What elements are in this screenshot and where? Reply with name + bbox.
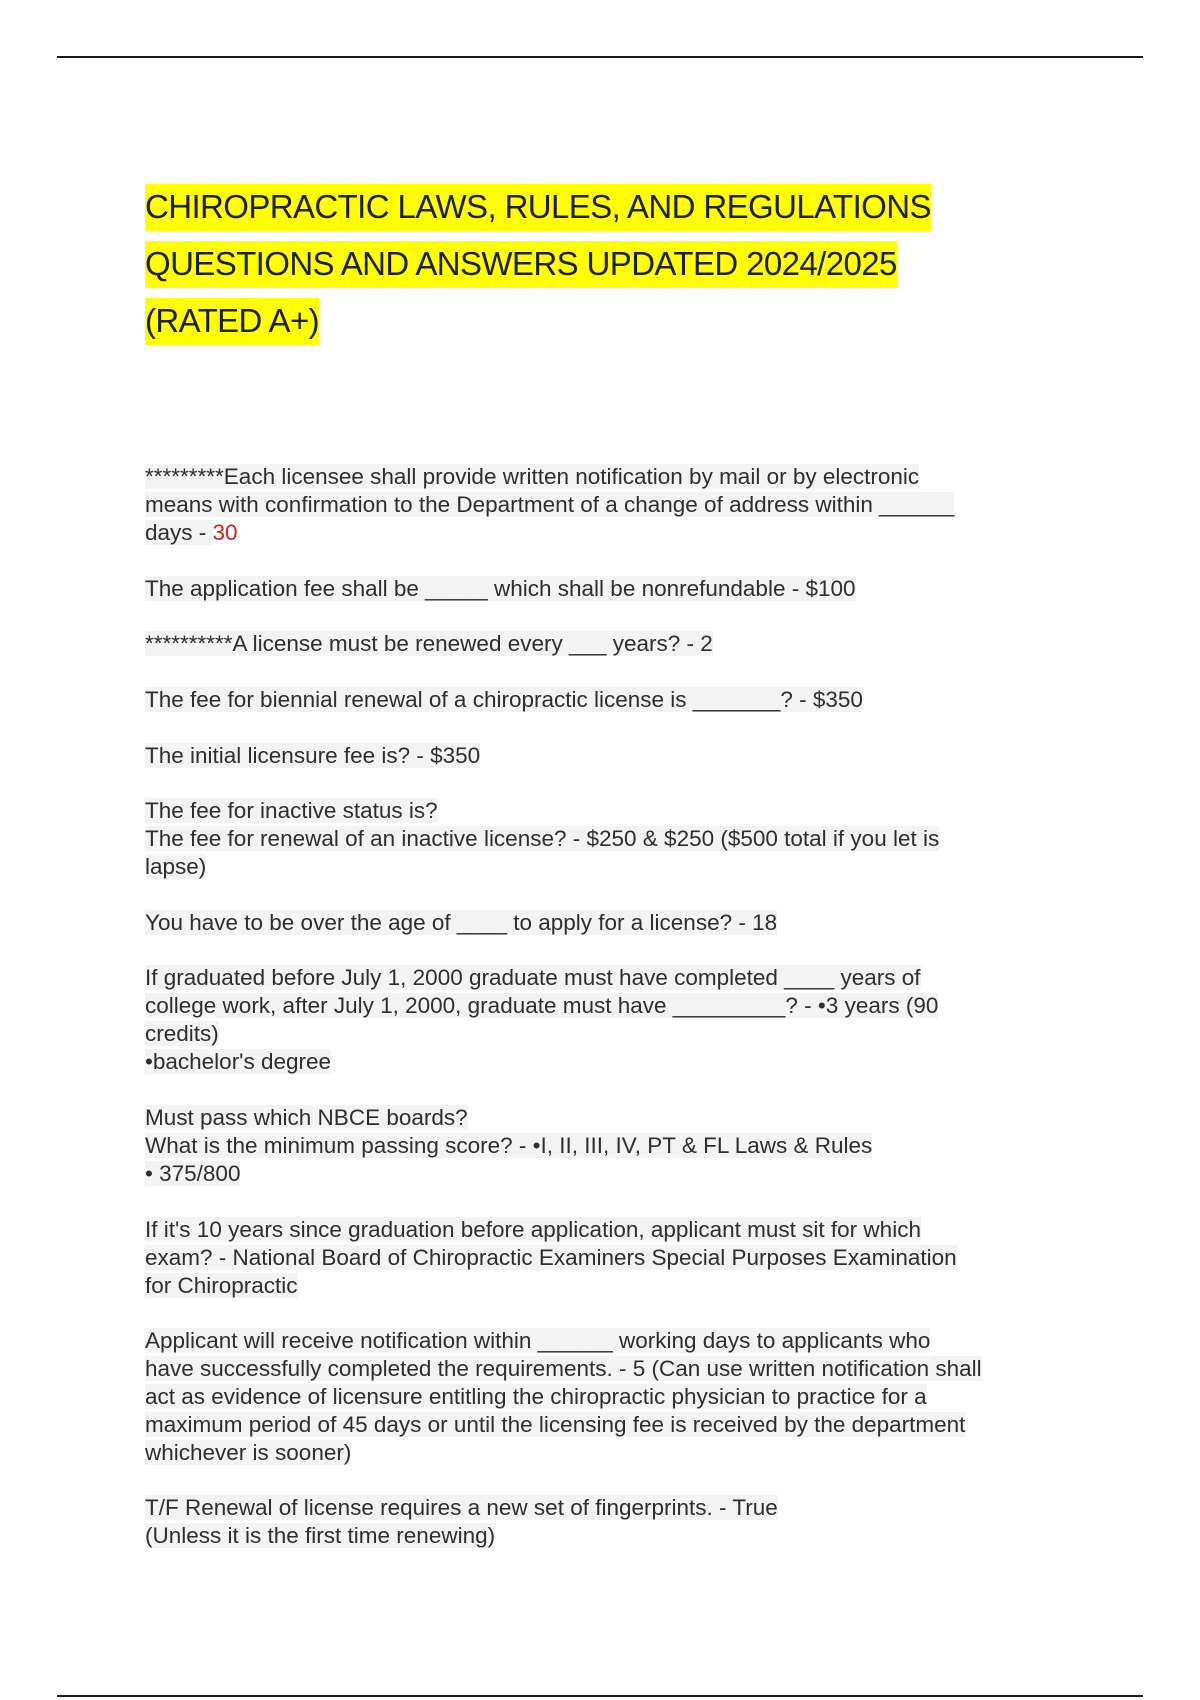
qa-line: (Unless it is the first time renewing) [145,1523,496,1548]
qa-item [145,1327,1065,1467]
qa-line: for Chiropractic [145,1273,298,1298]
qa-line: The fee for renewal of an inactive license? - $250 & $250 ($500 total if you let is [145,826,940,851]
qa-line: The application fee shall be _____ which shall be nonrefundable - $100 [145,576,856,601]
qa-item [145,742,1065,770]
qa-item [145,630,1065,658]
qa-line: • 375/800 [145,1161,241,1186]
qa-line: Applicant will receive notification within ______ working days to applicants who [145,1328,931,1353]
qa-item [145,797,1065,881]
qa-line: exam? - National Board of Chiropractic Examiners Special Purposes Examination [145,1245,957,1270]
document-title [145,178,1045,349]
qa-item [145,463,1065,547]
title-line-2: QUESTIONS AND ANSWERS UPDATED 2024/2025 [145,241,897,288]
qa-line: Must pass which NBCE boards? [145,1105,468,1130]
qa-line: If graduated before July 1, 2000 graduate must have completed ____ years of [145,965,921,990]
qa-item [145,909,1065,937]
title-line-3: (RATED A+) [145,298,319,345]
title-line-1: CHIROPRACTIC LAWS, RULES, AND REGULATIONS [145,184,931,231]
qa-line: college work, after July 1, 2000, graduate must have _________? - •3 years (90 [145,993,939,1018]
qa-line: You have to be over the age of ____ to apply for a license? - 18 [145,910,778,935]
qa-line: If it's 10 years since graduation before application, applicant must sit for which [145,1217,921,1242]
qa-line: T/F Renewal of license requires a new set of fingerprints. - True [145,1495,778,1520]
qa-line: days - [145,520,213,545]
qa-line: have successfully completed the requirements. - 5 (Can use written notification shall [145,1356,982,1381]
qa-line: act as evidence of licensure entitling the chiropractic physician to practice for a [145,1384,927,1409]
qa-line: *********Each licensee shall provide written notification by mail or by electronic [145,464,920,489]
qa-line: What is the minimum passing score? - •I, II, III, IV, PT & FL Laws & Rules [145,1133,873,1158]
qa-line: means with confirmation to the Department of a change of address within ______ [145,492,955,517]
qa-line: **********A license must be renewed every ___ years? - 2 [145,631,713,656]
qa-line: •bachelor's degree [145,1049,332,1074]
top-rule [57,56,1143,58]
qa-line: The fee for biennial renewal of a chiropractic license is _______? - $350 [145,687,863,712]
qa-item [145,1216,1065,1300]
qa-item [145,575,1065,603]
bottom-rule [57,1695,1143,1697]
qa-item [145,686,1065,714]
qa-line: The fee for inactive status is? [145,798,438,823]
qa-line: credits) [145,1021,219,1046]
qa-line: maximum period of 45 days or until the licensing fee is received by the department [145,1412,966,1437]
qa-line: whichever is sooner) [145,1440,352,1465]
qa-item [145,1104,1065,1188]
qa-line: The initial licensure fee is? - $350 [145,743,481,768]
qa-line: lapse) [145,854,207,879]
qa-item [145,964,1065,1076]
qa-item [145,1494,1065,1550]
qa-answer: 30 [212,520,238,545]
